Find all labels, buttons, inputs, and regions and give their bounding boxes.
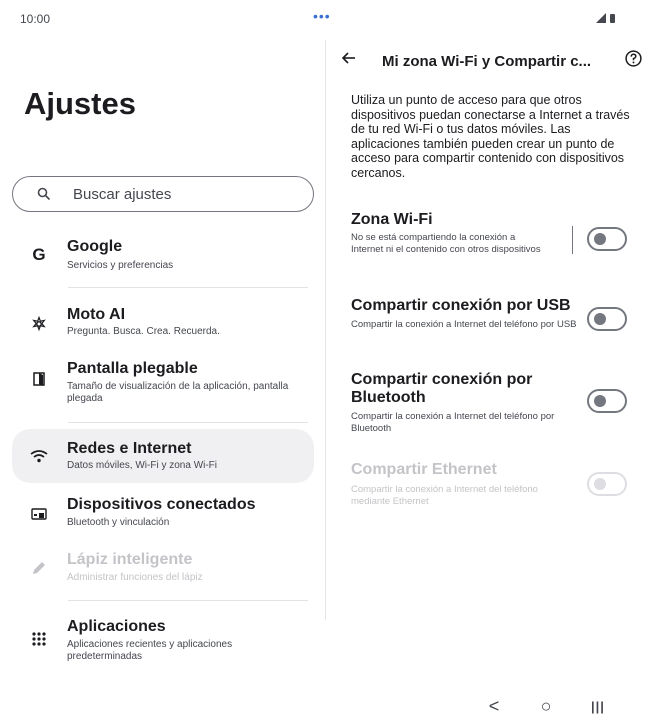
settings-item-google[interactable] [12,232,314,278]
nav-home-button[interactable]: ○ [540,695,552,716]
nav-back-button[interactable]: < [488,695,500,716]
item-title-network: Redes e Internet [67,440,192,457]
settings-item-moto-ai[interactable] [12,300,314,344]
pen-icon [28,557,50,579]
wifi-hotspot-toggle[interactable] [587,227,627,251]
back-arrow-icon[interactable] [341,50,357,66]
ethernet-tethering-toggle [587,472,627,496]
row-sub-ethernet-tethering: Compartir la conexión a Internet del teléfono mediante Ethernet [351,484,538,507]
item-title-moto-ai: Moto AI [67,306,126,323]
settings-item-network[interactable] [12,429,314,483]
item-sub-moto-ai: Pregunta. Busca. Crea. Recuerda. [67,326,220,337]
settings-item-apps[interactable] [12,612,314,670]
moto-ai-icon [28,313,50,335]
status-bar [0,0,652,36]
item-sub-network: Datos móviles, Wi-Fi y zona Wi-Fi [67,460,218,471]
toggle-knob [594,233,606,245]
nav-recents-button[interactable]: ||| [591,698,605,714]
connected-devices-icon [28,503,50,525]
google-g-icon: G [32,245,46,264]
signal-icon [596,13,606,23]
divider [68,287,308,288]
detail-title: Mi zona Wi-Fi y Compartir c... [382,53,592,70]
item-sub-connected-devices: Bluetooth y vinculación [67,517,170,528]
row-sub-bluetooth-tethering: Compartir la conexión a Internet del teléfono por Bluetooth [351,411,555,434]
foldable-screen-icon [28,368,50,390]
row-title-wifi-hotspot: Zona Wi-Fi [351,211,433,228]
item-sub-smart-pen: Administrar funciones del lápiz [67,572,203,583]
navigation-bar [0,686,652,726]
search-icon [37,187,51,201]
divider [68,600,308,601]
row-title-bluetooth-tethering: Compartir conexión por Bluetooth [351,371,533,406]
item-title-apps: Aplicaciones [67,618,166,635]
search-input[interactable] [12,176,314,212]
status-time: 10:00 [20,12,51,26]
settings-item-connected-devices[interactable] [12,491,314,535]
wifi-icon [28,445,50,467]
item-sub-apps: Aplicaciones recientes y aplicaciones predeterminadas [67,639,233,662]
item-sub-google: Servicios y preferencias [67,260,174,271]
toggle-knob [594,395,606,407]
hotspot-description: Utiliza un punto de acceso para que otros dispositivos puedan conectarse a Internet a través de tu red Wi-Fi o tus datos móviles. Las aplicaciones también pueden crear un punto de acceso para compartir contenido con dispositivos cercanos. [351,93,630,180]
item-title-connected-devices: Dispositivos conectados [67,496,256,513]
divider [68,422,308,423]
status-icons [586,11,626,25]
row-sub-wifi-hotspot: No se está compartiendo la conexión a Internet ni el contenido con otros dispositivos [351,232,541,255]
item-title-google: Google [67,238,123,255]
row-title-usb-tethering: Compartir conexión por USB [351,297,571,314]
row-divider-vertical [572,226,573,254]
item-title-smart-pen: Lápiz inteligente [67,551,193,568]
page-title: Ajustes [24,86,136,121]
bluetooth-tethering-toggle[interactable] [587,389,627,413]
settings-item-foldable-screen[interactable] [12,355,314,413]
usb-tethering-toggle[interactable] [587,307,627,331]
battery-icon [610,14,615,23]
item-sub-foldable-screen: Tamaño de visualización de la aplicación, pantalla plegada [67,381,289,404]
toggle-knob [594,313,606,325]
settings-item-smart-pen [12,546,314,590]
search-placeholder: Buscar ajustes [73,186,172,203]
pane-divider [325,40,326,620]
help-icon[interactable] [625,50,642,67]
item-title-foldable-screen: Pantalla plegable [67,360,198,377]
apps-grid-icon [28,628,50,650]
toggle-knob [594,478,606,490]
more-dots-icon[interactable]: ••• [313,8,331,24]
row-title-ethernet-tethering: Compartir Ethernet [351,461,497,478]
row-sub-usb-tethering: Compartir la conexión a Internet del teléfono por USB [351,319,577,330]
